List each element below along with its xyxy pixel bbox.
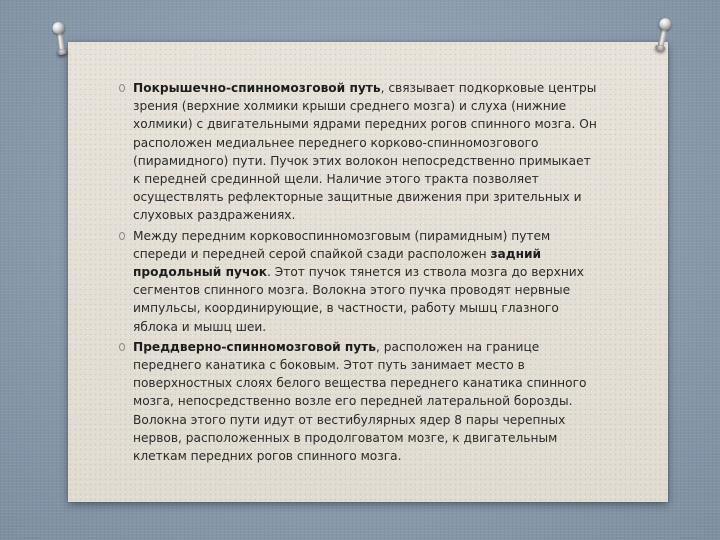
paragraph-text: Между передним корковоспинномозговым (пирамидным) путем спереди и передней серой спайкой сзади расположен [133,228,551,261]
paragraph-text: , расположен на границе переднего канатика с боковым. Этот путь занимает место в поверхностных слоях белого вещества переднего канатика спинного мозга, непосредственно возле его передней латеральной борозды. Волокна этого пути идут от вестибулярных ядер 8 пары черепных нервов, расположенных в продолговатом мозге, к двигательным клеткам передних рогов спинного мозга. [133,339,587,464]
pushpin-icon [52,21,69,56]
slide-content [119,79,599,467]
bullet-marker-icon [119,343,125,351]
bullet-paragraph [119,79,599,225]
bullet-paragraph [119,227,599,336]
paragraph-text: . Этот пучок тянется из ствола мозга до верхних сегментов спинного мозга. Волокна этого пучка проводят нервные импульсы, координирующие, в частности, работу мышц глазного яблока и мышц шеи. [133,265,584,334]
bullet-marker-icon [119,84,125,92]
bold-term: Преддверно-спинномозговой путь [133,339,376,354]
bullet-paragraph [119,338,599,465]
bullet-marker-icon [119,232,125,240]
bold-term: Покрышечно-спинномозговой путь [133,81,381,95]
paragraph-text: , связывает подкорковые центры зрения (верхние холмики крыши среднего мозга) и слуха (нижние холмики) с двигательными ядрами передних рогов спинного мозга. Он расположен медиальнее переднего корково-спинномозгового (пирамидного) пути. Пучок этих волокон непосредственно примыкает к передней срединной щели. Наличие этого тракта позволяет осуществлять рефлекторные защитные движения при зрительных и слуховых раздражениях. [133,81,597,223]
bold-term: задний продольный пучок [133,246,542,280]
pushpin-icon [654,17,673,53]
